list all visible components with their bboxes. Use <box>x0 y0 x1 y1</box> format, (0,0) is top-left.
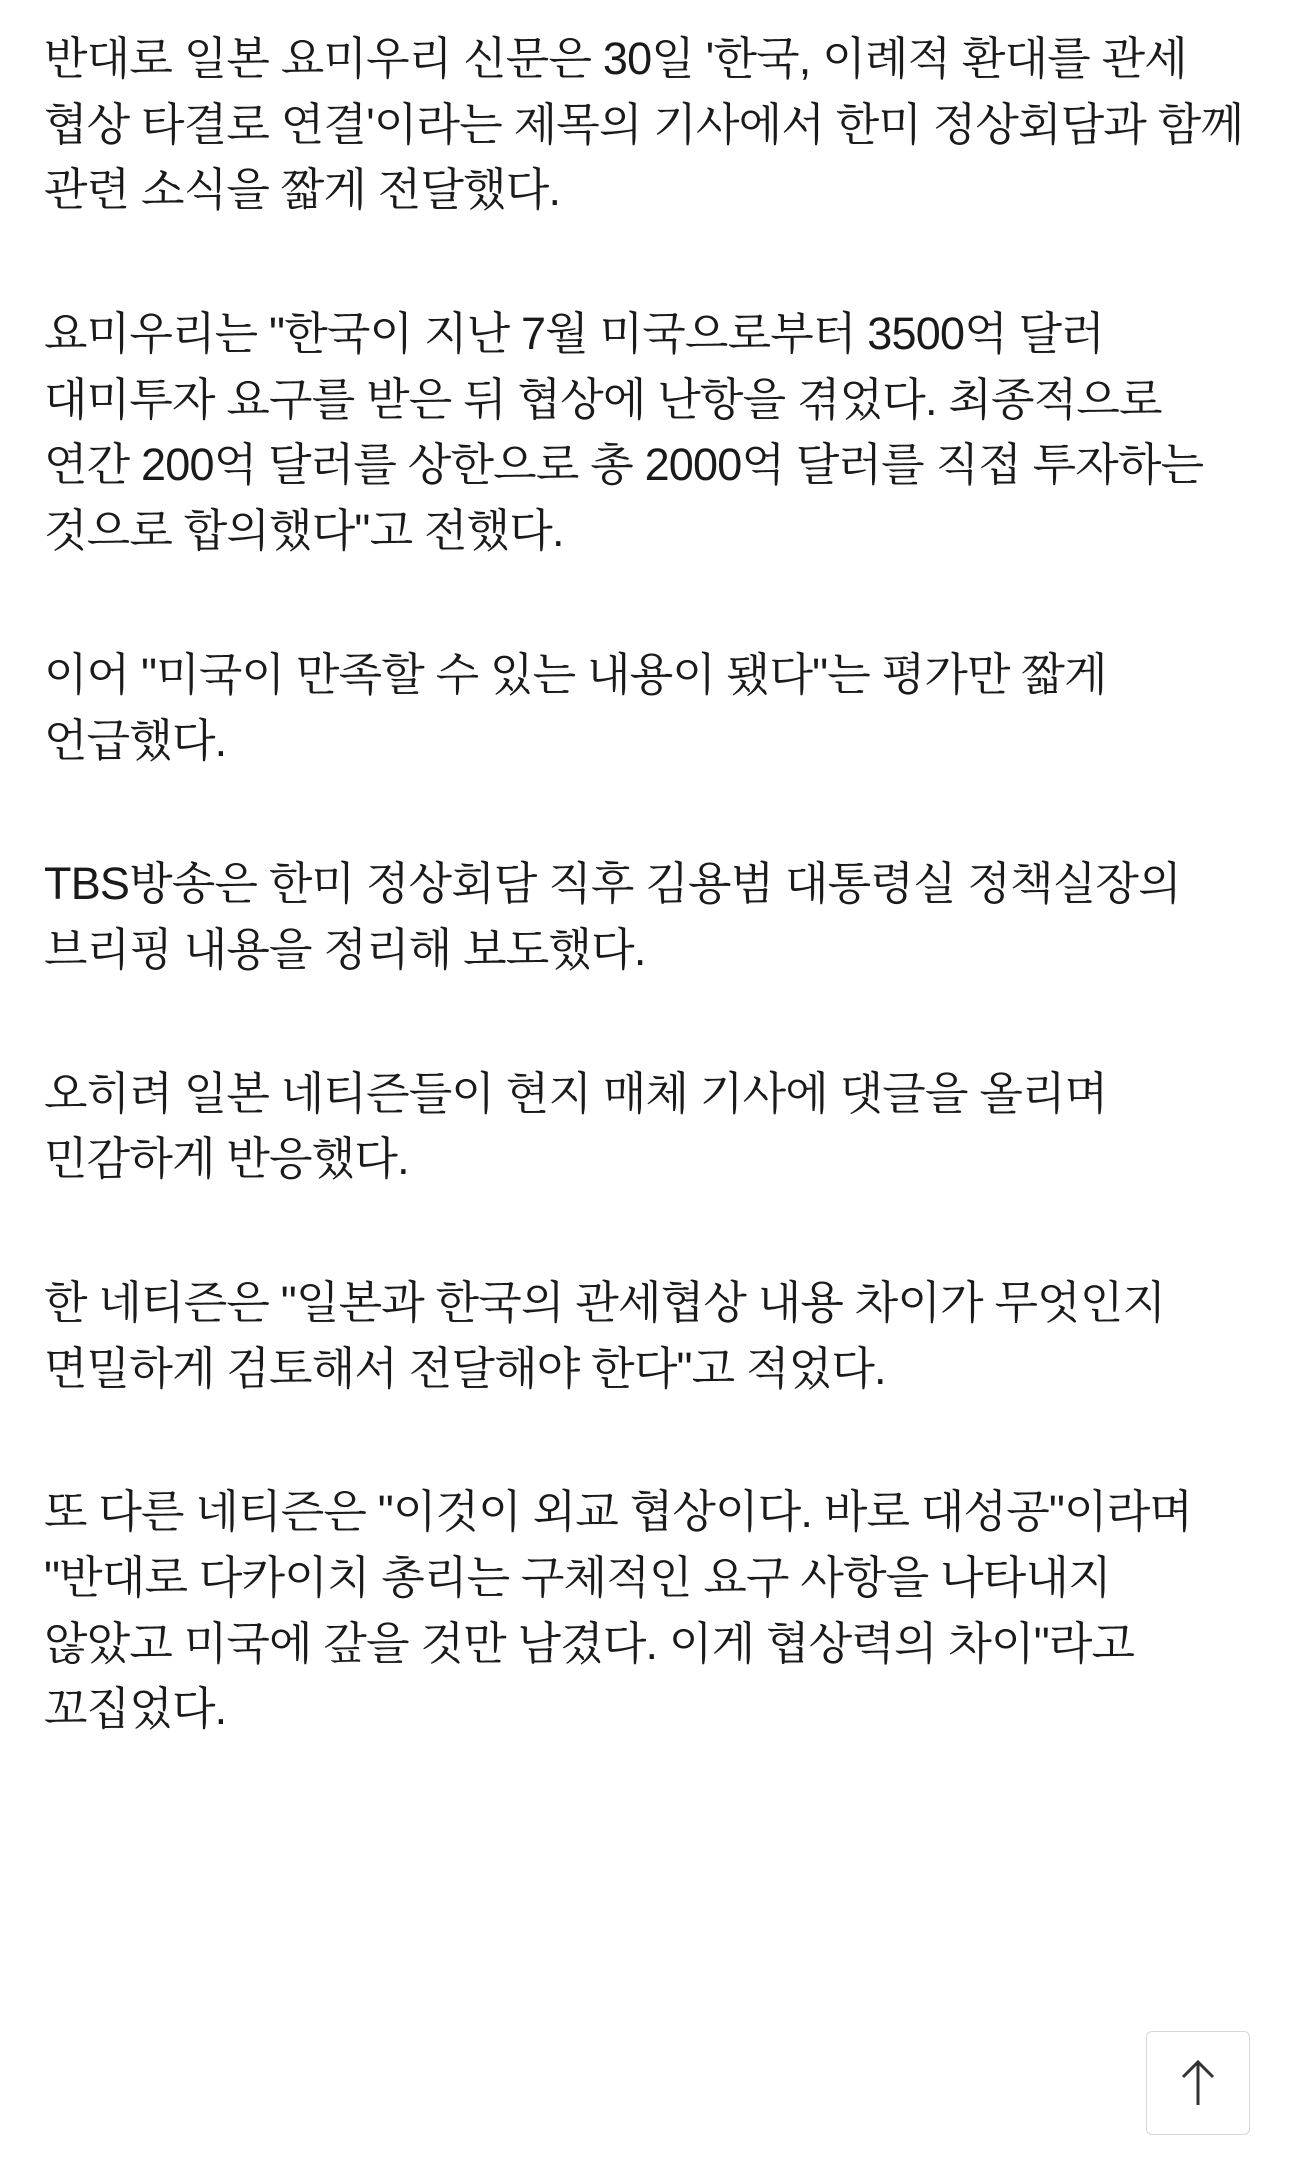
article-paragraph: 요미우리는 "한국이 지난 7월 미국으로부터 3500억 달러 대미투자 요구를 받은 뒤 협상에 난항을 겪었다. 최종적으로 연간 200억 달러를 상한으로 총 2000억 달러를 직접 투자하는 것으로 합의했다"고 전했다. <box>44 308 1204 557</box>
article-paragraph: 또 다른 네티즌은 "이것이 외교 협상이다. 바로 대성공"이라며 "반대로 다카이치 총리는 구체적인 요구 사항을 나타내지 않았고 미국에 갚을 것만 남겼다. 이게 협상력의 차이"라고 꼬집었다. <box>44 1486 1193 1735</box>
article-paragraph: 이어 "미국이 만족할 수 있는 내용이 됐다"는 평가만 짧게 언급했다. <box>44 648 1107 766</box>
article-paragraph: 오히려 일본 네티즌들이 현지 매체 기사에 댓글을 올리며 민감하게 반응했다. <box>44 1067 1108 1185</box>
scroll-to-top-button[interactable] <box>1146 2031 1250 2135</box>
article-paragraph: 반대로 일본 요미우리 신문은 30일 '한국, 이례적 환대를 관세 협상 타결로 연결'이라는 제목의 기사에서 한미 정상회담과 함께 관련 소식을 짧게 전달했다. <box>44 33 1244 216</box>
arrow-up-icon <box>1175 2057 1221 2109</box>
article-paragraph: 한 네티즌은 "일본과 한국의 관세협상 내용 차이가 무엇인지 면밀하게 검토해서 전달해야 한다"고 적었다. <box>44 1276 1166 1394</box>
article-paragraph: TBS방송은 한미 정상회담 직후 김용범 대통령실 정책실장의 브리핑 내용을 정리해 보도했다. <box>44 858 1181 975</box>
